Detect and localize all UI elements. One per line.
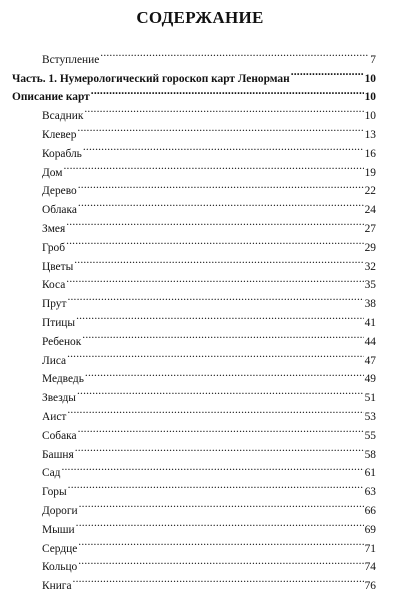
- toc-entry-label: Описание карт: [12, 91, 90, 104]
- toc-entry-label: Аист: [42, 410, 67, 423]
- toc-entry-label: Гроб: [42, 241, 66, 254]
- dot-leader: [78, 176, 364, 195]
- toc-entry-label: Часть. 1. Нумерологический гороскоп карт Ленорман: [12, 72, 290, 85]
- toc-entry-label: Змея: [42, 222, 66, 235]
- toc-entry-label: Лиса: [42, 354, 67, 367]
- dot-leader: [85, 364, 364, 383]
- toc-entry: [12, 364, 376, 386]
- toc-entry-page-number: 16: [364, 147, 376, 160]
- dot-leader: [66, 213, 363, 232]
- toc-entry-page-number: 10: [364, 91, 376, 104]
- toc-entry-page-number: 27: [364, 222, 376, 235]
- dot-leader: [83, 138, 364, 157]
- toc-entry-label: Сердце: [42, 542, 78, 555]
- dot-leader: [67, 401, 363, 420]
- toc-entry-page-number: 44: [364, 335, 376, 348]
- dot-leader: [74, 251, 363, 270]
- toc-entry-page-number: 29: [364, 241, 376, 254]
- toc-entry-label: Ребенок: [42, 335, 82, 348]
- toc-entry-page-number: 71: [364, 542, 376, 555]
- toc-entry: [12, 288, 376, 311]
- toc-entry-label: Собака: [42, 429, 77, 442]
- toc-entry-page-number: 47: [364, 354, 376, 367]
- dot-leader: [291, 63, 364, 82]
- table-of-contents: [12, 44, 376, 593]
- dot-leader: [78, 552, 363, 571]
- toc-entry-label: Всадник: [42, 110, 84, 123]
- toc-entry-page-number: 49: [364, 373, 376, 386]
- toc-entry-label: Облака: [42, 204, 77, 217]
- toc-entry: [12, 307, 376, 329]
- page-title: СОДЕРЖАНИЕ: [136, 8, 264, 27]
- toc-entry-label: Дерево: [42, 185, 77, 198]
- toc-entry: [12, 458, 376, 480]
- toc-entry: [12, 213, 376, 235]
- toc-entry-label: Вступление: [42, 53, 100, 66]
- toc-entry: [12, 232, 376, 254]
- toc-entry-page-number: 51: [364, 392, 376, 405]
- toc-entry-page-number: 41: [364, 316, 376, 329]
- toc-entry-page-number: 76: [364, 580, 376, 593]
- toc-entry: [12, 401, 376, 423]
- dot-leader: [100, 44, 369, 63]
- dot-leader: [79, 495, 364, 514]
- toc-entry-label: Птицы: [42, 316, 76, 329]
- dot-leader: [67, 345, 364, 364]
- dot-leader: [63, 157, 363, 176]
- toc-entry-label: Дороги: [42, 504, 78, 517]
- dot-leader: [78, 533, 363, 552]
- toc-entry-page-number: 61: [364, 467, 376, 480]
- toc-entry: [12, 44, 376, 66]
- toc-entry-page-number: 63: [364, 486, 376, 499]
- toc-entry: [12, 420, 376, 442]
- dot-leader: [68, 476, 364, 495]
- toc-entry-label: Книга: [42, 580, 72, 593]
- dot-leader: [84, 100, 363, 119]
- toc-entry-label: Медведь: [42, 373, 84, 386]
- toc-entry-label: Клевер: [42, 128, 77, 141]
- toc-entry-page-number: 19: [364, 166, 376, 179]
- dot-leader: [61, 458, 363, 477]
- dot-leader: [76, 514, 364, 533]
- toc-entry-page-number: 58: [364, 448, 376, 461]
- toc-entry-page-number: 32: [364, 260, 376, 273]
- toc-entry-label: Кольцо: [42, 561, 78, 574]
- toc-entry: [12, 251, 376, 273]
- toc-entry-page-number: 66: [364, 504, 376, 517]
- toc-entry: [12, 345, 376, 367]
- dot-leader: [77, 119, 363, 138]
- toc-entry-label: Башня: [42, 448, 74, 461]
- toc-entry-page-number: 38: [364, 298, 376, 311]
- toc-entry: [12, 270, 376, 292]
- dot-leader: [66, 232, 364, 251]
- toc-entry: [12, 157, 376, 179]
- toc-entry-label: Корабль: [42, 147, 82, 160]
- dot-leader: [91, 82, 364, 101]
- toc-entry-label: Цветы: [42, 260, 74, 273]
- toc-entry-page-number: 55: [364, 429, 376, 442]
- toc-entry-page-number: 53: [364, 410, 376, 423]
- toc-entry-page-number: 7: [370, 53, 376, 66]
- toc-entry-label: Сад: [42, 467, 61, 480]
- toc-entry-page-number: 10: [364, 72, 376, 85]
- toc-entry-label: Горы: [42, 486, 67, 499]
- dot-leader: [67, 288, 363, 307]
- toc-entry-page-number: 10: [364, 110, 376, 123]
- toc-entry-page-number: 35: [364, 279, 376, 292]
- toc-entry-page-number: 22: [364, 185, 376, 198]
- dot-leader: [78, 420, 364, 439]
- toc-entry-page-number: 74: [364, 561, 376, 574]
- dot-leader: [66, 270, 363, 289]
- toc-entry-label: Дом: [42, 166, 63, 179]
- toc-entry-label: Прут: [42, 298, 67, 311]
- toc-entry-page-number: 13: [364, 128, 376, 141]
- toc-entry-label: Мыши: [42, 523, 75, 536]
- toc-entry-page-number: 69: [364, 523, 376, 536]
- toc-entry-page-number: 24: [364, 204, 376, 217]
- toc-entry: [12, 176, 376, 198]
- dot-leader: [73, 570, 364, 589]
- toc-entry: [12, 476, 376, 499]
- dot-leader: [82, 326, 363, 345]
- dot-leader: [77, 382, 364, 401]
- dot-leader: [78, 194, 364, 213]
- dot-leader: [75, 439, 364, 458]
- dot-leader: [76, 307, 364, 326]
- toc-entry-label: Звезды: [42, 392, 76, 405]
- toc-entry-label: Коса: [42, 279, 66, 292]
